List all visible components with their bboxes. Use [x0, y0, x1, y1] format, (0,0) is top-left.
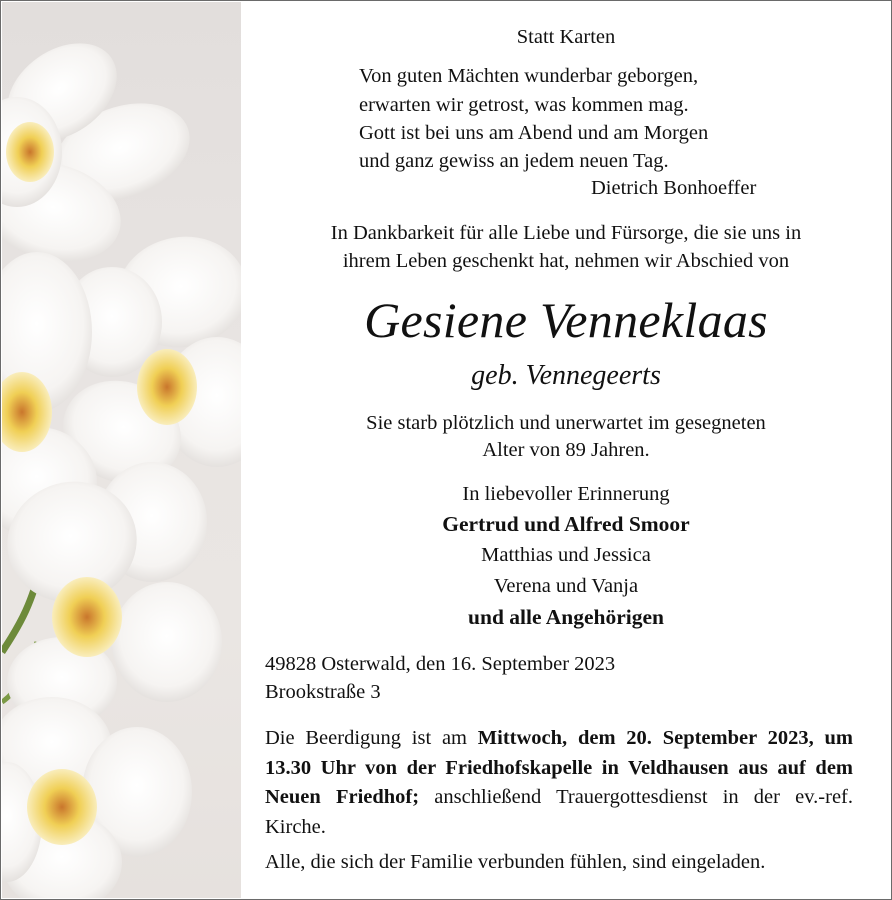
funeral-prefix: Die Beerdigung ist am: [265, 727, 467, 749]
maiden-name: geb. Vennegeerts: [471, 360, 661, 391]
orchid-illustration: [2, 2, 241, 898]
poem-author: Dietrich Bonhoeffer: [591, 177, 757, 199]
intro-line: ihrem Leben geschenkt hat, nehmen wir Abschied von: [342, 250, 790, 272]
mourners-intro: In liebevoller Erinnerung: [462, 483, 670, 505]
invitation-text: Alle, die sich der Familie verbunden fühlen, sind eingeladen.: [265, 851, 766, 873]
address: Brookstraße 3: [265, 681, 381, 703]
poem-line: Von guten Mächten wunderbar geborgen,: [359, 65, 699, 87]
place-date: 49828 Osterwald, den 16. September 2023: [265, 653, 616, 675]
funeral-details: [265, 724, 853, 842]
poem-line: erwarten wir getrost, was kommen mag.: [359, 94, 689, 116]
mourners-closing: und alle Angehörigen: [468, 605, 664, 629]
header-text: Statt Karten: [516, 26, 616, 48]
death-notice-line: Alter von 89 Jahren.: [482, 439, 650, 461]
orchid-photo: [2, 2, 241, 898]
deceased-name: Gesiene Venneklaas: [364, 292, 768, 348]
intro-line: In Dankbarkeit für alle Liebe und Fürsorge, die sie uns in: [330, 222, 802, 244]
mourner-name: Verena und Vanja: [493, 575, 639, 597]
funeral-suffix: anschließend Trauergottesdienst in der ev.-ref. Kirche.: [265, 786, 853, 838]
funeral-date-time-place: Mittwoch, dem 20. September 2023, um 13.30 Uhr von der Friedhofskapelle in Veldhausen aus auf dem Neuen Friedhof;: [265, 727, 853, 808]
mourner-name: Matthias und Jessica: [481, 544, 651, 566]
poem-line: Gott ist bei uns am Abend und am Morgen: [359, 122, 709, 144]
death-notice-line: Sie starb plötzlich und unerwartet im gesegneten: [366, 412, 766, 434]
notice-text: [241, 1, 891, 899]
mourners-primary: Gertrud und Alfred Smoor: [442, 512, 690, 536]
poem-line: und ganz gewiss an jedem neuen Tag.: [359, 150, 669, 172]
